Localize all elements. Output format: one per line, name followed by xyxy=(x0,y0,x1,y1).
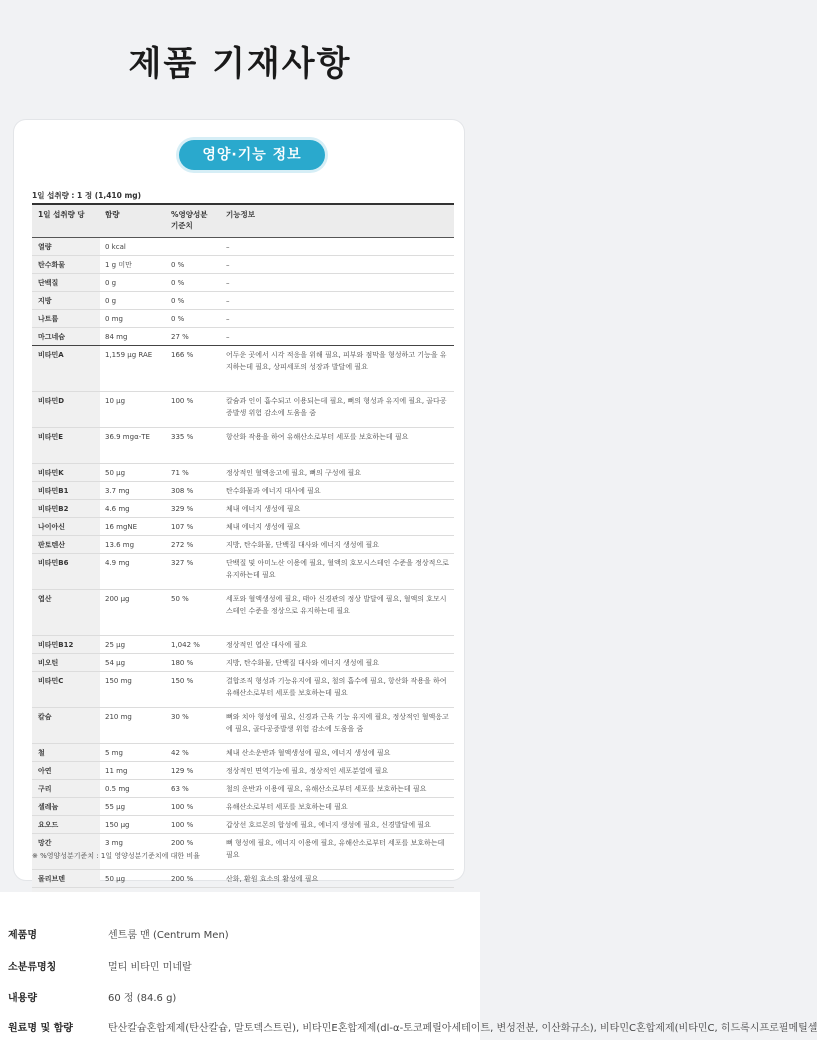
nutrient-percent: 0 % xyxy=(171,315,185,323)
table-row xyxy=(32,310,454,328)
col-header-percent: %영양성분 기준치 xyxy=(171,210,208,230)
nutrient-name: 열량 xyxy=(32,238,100,255)
nutrient-function: – xyxy=(226,315,230,323)
nutrient-name: 구리 xyxy=(32,780,100,797)
table-row xyxy=(32,798,454,816)
table-row xyxy=(32,328,454,346)
nutrient-percent: 100 % xyxy=(171,803,194,811)
table-row xyxy=(32,238,454,256)
nutrient-amount: 10 μg xyxy=(105,397,126,405)
table-body xyxy=(32,238,454,906)
footnote: ※ %영양성분기준치 : 1일 영양성분기준치에 대한 비율 xyxy=(32,852,200,860)
nutrient-name: 철 xyxy=(32,744,100,761)
nutrient-percent: 335 % xyxy=(171,433,194,441)
nutrient-percent: 100 % xyxy=(171,821,194,829)
nutrient-name: 단백질 xyxy=(32,274,100,291)
info-label: 원료명 및 함량 xyxy=(8,1023,73,1034)
table-row xyxy=(32,392,454,428)
nutrient-amount: 3 mg xyxy=(105,839,123,847)
nutrient-amount: 84 mg xyxy=(105,333,128,341)
nutrient-percent xyxy=(166,238,222,241)
nutrient-function: 뼈와 치아 형성에 필요, 신경과 근육 기능 유지에 필요, 정상적인 혈액응고에 필요, 골다공증발생 위험 감소에 도움을 줌 xyxy=(226,713,449,733)
nutrient-function: 탄수화물과 에너지 대사에 필요 xyxy=(226,487,321,495)
nutrient-percent: 200 % xyxy=(171,875,194,883)
nutrient-amount: 0.5 mg xyxy=(105,785,130,793)
nutrient-percent: 100 % xyxy=(171,397,194,405)
table-row xyxy=(32,708,454,744)
table-row xyxy=(32,346,454,392)
nutrient-percent: 1,042 % xyxy=(171,641,200,649)
nutrient-function: 세포와 혈액생성에 필요, 태아 신경관의 정상 발달에 필요, 혈액의 호모시스테인 수준을 정상으로 유지하는데 필요 xyxy=(226,595,447,615)
nutrient-name: 망간 xyxy=(32,834,100,869)
nutrient-name: 셀레늄 xyxy=(32,798,100,815)
table-row xyxy=(32,636,454,654)
nutrition-header-pill: 영양·기능 정보 xyxy=(179,140,325,170)
table-row xyxy=(32,744,454,762)
nutrient-amount: 150 mg xyxy=(105,677,132,685)
nutrient-percent: 0 % xyxy=(171,297,185,305)
nutrient-function: – xyxy=(226,333,230,341)
nutrient-name: 비타민B2 xyxy=(32,500,100,517)
nutrient-name: 아연 xyxy=(32,762,100,779)
info-value: 멀티 비타민 미네랄 xyxy=(108,962,192,973)
nutrient-amount: 3.7 mg xyxy=(105,487,130,495)
table-row xyxy=(32,500,454,518)
nutrient-function: 뼈 형성에 필요, 에너지 이용에 필요, 유해산소로부터 세포를 보호하는데 필요 xyxy=(226,839,445,859)
nutrient-amount: 0 kcal xyxy=(105,243,126,251)
nutrient-name: 칼슘 xyxy=(32,708,100,743)
nutrient-name: 마그네슘 xyxy=(32,328,100,345)
nutrient-function: 체내 산소운반과 혈액생성에 필요, 에너지 생성에 필요 xyxy=(226,749,391,757)
nutrient-percent: 272 % xyxy=(171,541,194,549)
nutrient-amount: 4.6 mg xyxy=(105,505,130,513)
nutrient-amount: 150 μg xyxy=(105,821,130,829)
info-label: 내용량 xyxy=(8,993,37,1004)
nutrient-function: – xyxy=(226,279,230,287)
nutrient-name: 비타민D xyxy=(32,392,100,427)
nutrient-name: 비타민K xyxy=(32,464,100,481)
nutrient-percent: 327 % xyxy=(171,559,194,567)
nutrient-amount: 1 g 미만 xyxy=(105,261,132,269)
table-row xyxy=(32,292,454,310)
nutrient-name: 비오틴 xyxy=(32,654,100,671)
nutrient-percent: 50 % xyxy=(171,595,189,603)
nutrient-function: – xyxy=(226,243,230,251)
nutrient-amount: 4.9 mg xyxy=(105,559,130,567)
nutrient-function: 단백질 및 아미노산 이용에 필요, 혈액의 호모시스테인 수준을 정상적으로 유지하는데 필요 xyxy=(226,559,449,579)
nutrient-function: 정상적인 면역기능에 필요, 정상적인 세포분열에 필요 xyxy=(226,767,389,775)
product-info-section xyxy=(0,892,817,1040)
nutrient-function: 정상적인 엽산 대사에 필요 xyxy=(226,641,308,649)
nutrient-percent: 107 % xyxy=(171,523,194,531)
table-row xyxy=(32,870,454,888)
nutrient-amount: 50 μg xyxy=(105,875,126,883)
col-header-amount: 함량 xyxy=(105,210,120,219)
nutrient-function: 철의 운반과 이용에 필요, 유해산소로부터 세포를 보호하는데 필요 xyxy=(226,785,427,793)
table-row xyxy=(32,554,454,590)
nutrient-percent: 308 % xyxy=(171,487,194,495)
nutrient-function: 항산화 작용을 하여 유해산소로부터 세포를 보호하는데 필요 xyxy=(226,433,409,441)
table-row xyxy=(32,518,454,536)
info-value: 센트룸 맨 (Centrum Men) xyxy=(108,930,229,941)
nutrient-amount: 13.6 mg xyxy=(105,541,135,549)
nutrient-amount: 11 mg xyxy=(105,767,128,775)
nutrient-percent: 71 % xyxy=(171,469,189,477)
nutrition-card xyxy=(14,120,464,883)
nutrient-percent: 166 % xyxy=(171,351,194,359)
table-row xyxy=(32,536,454,554)
page-title: 제품 기재사항 xyxy=(128,44,352,84)
nutrient-function: 정상적인 혈액응고에 필요, 뼈의 구성에 필요 xyxy=(226,469,362,477)
nutrient-name: 엽산 xyxy=(32,590,100,635)
nutrient-amount: 16 mgNE xyxy=(105,523,138,531)
nutrient-name: 비타민E xyxy=(32,428,100,463)
nutrient-name: 비타민B12 xyxy=(32,636,100,653)
nutrient-percent: 27 % xyxy=(171,333,189,341)
nutrition-table xyxy=(32,203,454,906)
nutrient-percent: 200 % xyxy=(171,839,194,847)
nutrient-percent: 180 % xyxy=(171,659,194,667)
nutrient-amount: 200 μg xyxy=(105,595,130,603)
nutrient-name: 나이아신 xyxy=(32,518,100,535)
nutrient-function: 체내 에너지 생성에 필요 xyxy=(226,505,301,513)
nutrient-name: 탄수화물 xyxy=(32,256,100,273)
nutrient-amount: 36.9 mgα-TE xyxy=(105,433,150,441)
nutrient-function: 체내 에너지 생성에 필요 xyxy=(226,523,301,531)
nutrient-percent: 0 % xyxy=(171,279,185,287)
nutrient-name: 비타민B1 xyxy=(32,482,100,499)
nutrient-amount: 0 g xyxy=(105,297,117,305)
nutrient-function: 지방, 탄수화물, 단백질 대사와 에너지 생성에 필요 xyxy=(226,541,380,549)
nutrient-amount: 0 mg xyxy=(105,315,123,323)
nutrient-function: 산화, 환원 효소의 활성에 필요 xyxy=(226,875,319,883)
nutrient-amount: 0 g xyxy=(105,279,117,287)
nutrient-percent: 30 % xyxy=(171,713,189,721)
table-row xyxy=(32,590,454,636)
nutrient-percent: 63 % xyxy=(171,785,189,793)
info-value: 60 정 (84.6 g) xyxy=(108,993,177,1004)
info-label: 소분류명칭 xyxy=(8,962,57,973)
info-label: 제품명 xyxy=(8,930,37,941)
nutrient-name: 요오드 xyxy=(32,816,100,833)
table-row xyxy=(32,482,454,500)
nutrient-name: 지방 xyxy=(32,292,100,309)
table-row xyxy=(32,256,454,274)
nutrient-name: 몰리브덴 xyxy=(32,870,100,887)
nutrient-amount: 210 mg xyxy=(105,713,132,721)
nutrient-function: 어두운 곳에서 시각 적응을 위해 필요, 피부와 점막을 형성하고 기능을 유지하는데 필요, 상피세포의 성장과 발달에 필요 xyxy=(226,351,447,371)
nutrient-function: 갑상선 호르몬의 합성에 필요, 에너지 생성에 필요, 신경발달에 필요 xyxy=(226,821,431,829)
nutrient-percent: 329 % xyxy=(171,505,194,513)
table-row xyxy=(32,464,454,482)
nutrient-percent: 150 % xyxy=(171,677,194,685)
nutrient-percent: 129 % xyxy=(171,767,194,775)
nutrient-name: 비타민A xyxy=(32,346,100,391)
table-row xyxy=(32,762,454,780)
nutrient-amount: 50 μg xyxy=(105,469,126,477)
nutrient-name: 비타민C xyxy=(32,672,100,707)
nutrient-function: 유해산소로부터 세포를 보호하는데 필요 xyxy=(226,803,348,811)
col-header-serving: 1일 섭취량 당 xyxy=(38,210,85,219)
nutrient-function: 결합조직 형성과 기능유지에 필요, 철의 흡수에 필요, 항산화 작용을 하여 유해산소로부터 세포를 보호하는데 필요 xyxy=(226,677,447,697)
table-row xyxy=(32,672,454,708)
nutrient-amount: 54 μg xyxy=(105,659,126,667)
table-header xyxy=(32,205,454,238)
table-row xyxy=(32,780,454,798)
nutrient-amount: 5 mg xyxy=(105,749,123,757)
table-row xyxy=(32,274,454,292)
nutrient-name: 비타민B6 xyxy=(32,554,100,589)
nutrient-name: 나트륨 xyxy=(32,310,100,327)
nutrient-function: – xyxy=(226,297,230,305)
nutrient-function: – xyxy=(226,261,230,269)
col-header-function: 기능정보 xyxy=(226,210,255,219)
nutrient-function: 지방, 탄수화물, 단백질 대사와 에너지 생성에 필요 xyxy=(226,659,380,667)
nutrient-amount: 25 μg xyxy=(105,641,126,649)
nutrient-function: 칼슘과 인이 흡수되고 이용되는데 필요, 뼈의 형성과 유지에 필요, 골다공증발생 위험 감소에 도움을 줌 xyxy=(226,397,447,417)
nutrient-name: 판토텐산 xyxy=(32,536,100,553)
info-value: 탄산칼슘혼합제제(탄산칼슘, 말토덱스트린), 비타민E혼합제제(dl-α-토코페릴아세테이트, 변성전분, 이산화규소), 비타민C혼합제제(비타민C, 히드록시프로필메틸셀 xyxy=(108,1023,817,1034)
nutrient-percent: 0 % xyxy=(171,261,185,269)
serving-note: 1일 섭취량 : 1 정 (1,410 mg) xyxy=(32,191,142,200)
nutrient-percent: 42 % xyxy=(171,749,189,757)
nutrient-amount: 55 μg xyxy=(105,803,126,811)
table-row xyxy=(32,428,454,464)
table-row xyxy=(32,816,454,834)
nutrient-amount: 1,159 μg RAE xyxy=(105,351,153,359)
table-row xyxy=(32,654,454,672)
